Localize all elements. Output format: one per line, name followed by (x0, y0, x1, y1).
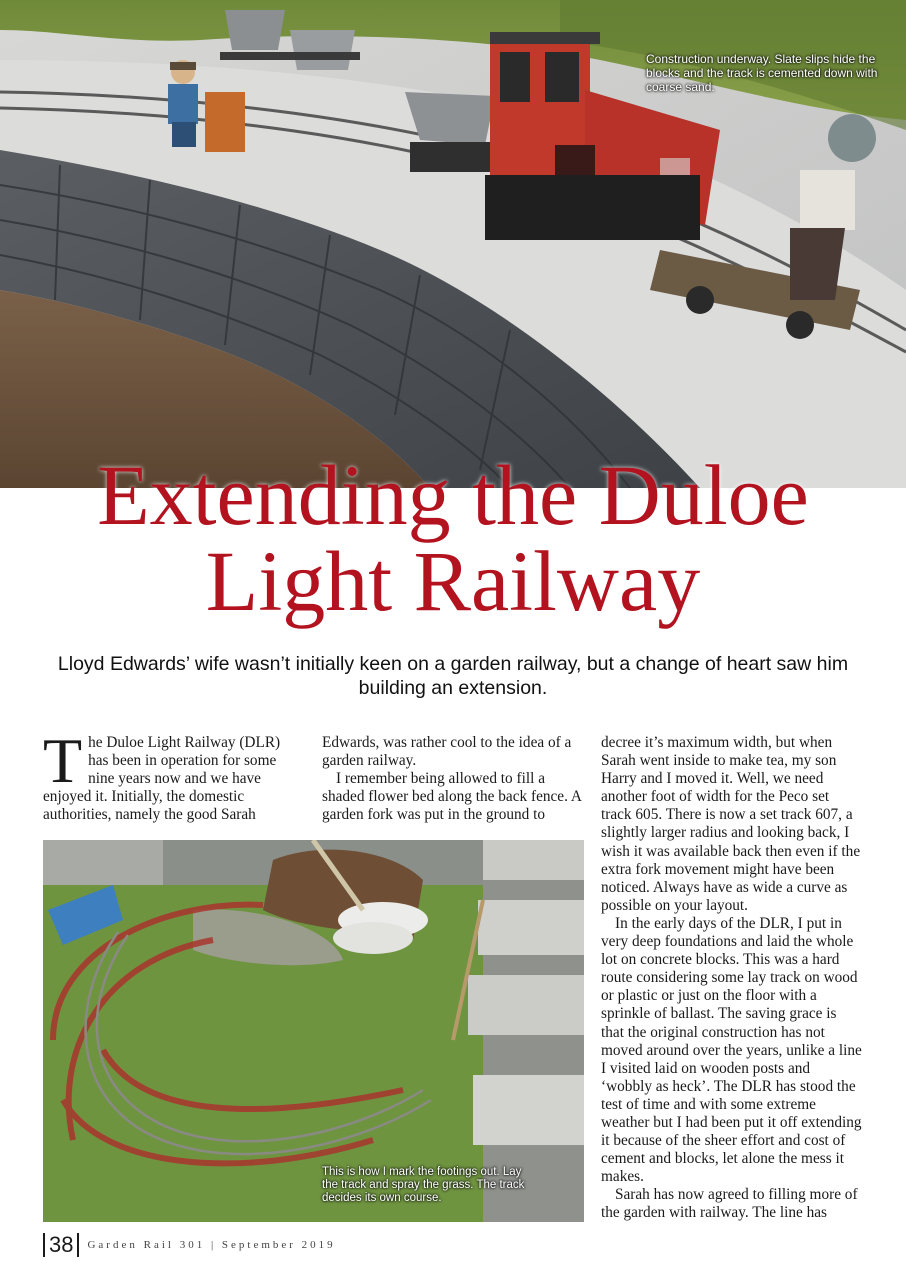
page-footer (43, 1232, 336, 1258)
footings-photo-caption: This is how I mark the footings out. Lay the track and spray the grass. The track decides its own course. (322, 1166, 525, 1204)
paragraph: decree it’s maximum width, but when Sarah went inside to make tea, my son Harry and I moved it. Well, we need another foot of width for the Peco set track 605. There is now a set track 607, a slightly larger radius and looking back, I wish it was available back then even if the extra fork movement might have been noticed. Always have as wide a curve as possible on your layout. (601, 734, 861, 914)
paragraph: Sarah has now agreed to filling more of the garden with railway. The line has (601, 1186, 858, 1222)
folio: Garden Rail 301 | September 2019 (87, 1239, 336, 1251)
paragraph (43, 725, 295, 824)
article-standfirst: Lloyd Edwards’ wife wasn’t initially keen on a garden railway, but a change of heart saw him building an extension. (57, 653, 849, 699)
drop-cap: T (43, 725, 83, 796)
hero-photo-caption: Construction underway. Slate slips hide the blocks and the track is cemented down with coarse sand. (646, 52, 878, 94)
paragraph: Edwards, was rather cool to the idea of a garden railway. (322, 734, 572, 770)
footings-photo (43, 840, 584, 1222)
text-column-1 (43, 725, 295, 824)
article-title-line2: Light Railway (205, 533, 701, 629)
paragraph: In the early days of the DLR, I put in very deep foundations and laid the whole lot on concrete blocks. This was a hard route considering some lay track on wood or plastic or just on the floor with a sprinkle of ballast. The saving grace is that the original construction has not moved around over the years, unlike a line I visited laid on wooden posts and ‘wobbly as heck’. The DLR has stood the test of time and with some extreme weather but I had been put it off extending it because of the sheer effort and cost of cement and blocks, let alone the mess it makes. (601, 914, 862, 1186)
text-column-3 (601, 734, 863, 1223)
paragraph-text: he Duloe Light Railway (DLR) has been in operation for some nine years now and we have enjoyed it. Initially, the domestic authorities, namely the good Sarah (43, 734, 281, 824)
footings-photo-illustration (43, 840, 584, 1222)
hero-photo (0, 0, 906, 488)
page-number: 38 (43, 1233, 79, 1257)
text-column-2 (322, 734, 584, 824)
article-title (0, 447, 906, 629)
article-title-line1: Extending the Duloe (97, 447, 809, 543)
paragraph: I remember being allowed to fill a shaded flower bed along the back fence. A garden fork was put in the ground to (322, 770, 582, 824)
